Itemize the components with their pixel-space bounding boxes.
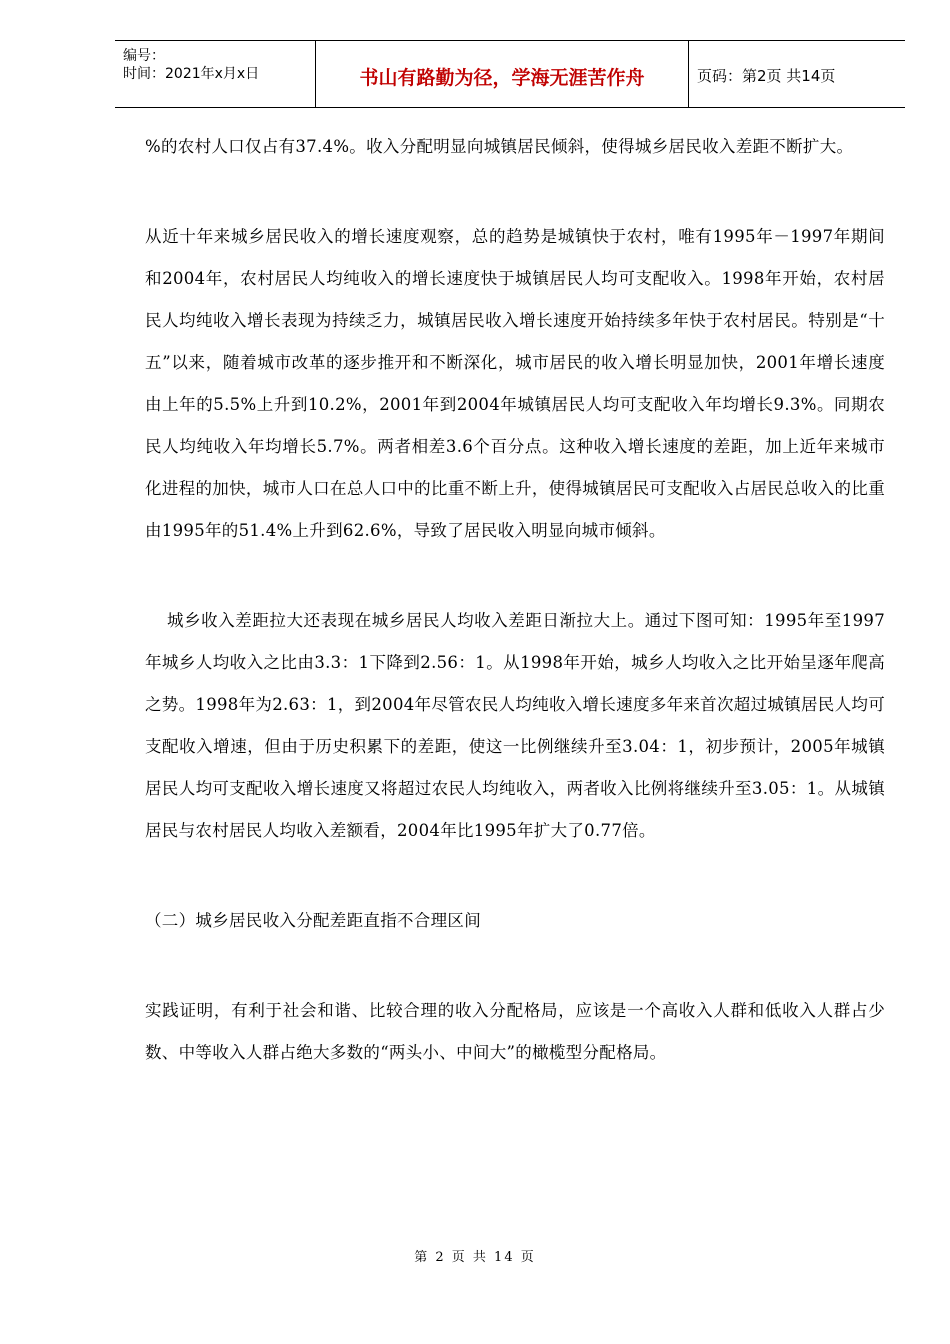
section-heading: （二）城乡居民收入分配差距直指不合理区间 [145, 911, 481, 930]
header-page-info: 页码：第2页 共14页 [697, 67, 836, 85]
paragraph-4: 实践证明，有利于社会和谐、比较合理的收入分配格局，应该是一个高收入人群和低收入人群占少数、中等收入人群占绝大多数的“两头小、中间大”的橄榄型分配格局。 [145, 1001, 885, 1062]
page-footer: 第 2 页 共 14 页 [414, 1250, 536, 1265]
motto-text: 书山有路勤为径，学海无涯苦作舟 [359, 67, 645, 89]
number-label: 编号： [123, 48, 165, 64]
time-label: 时间：2021年x月x日 [123, 66, 260, 82]
header-motto-cell [316, 41, 689, 107]
header-page-cell [689, 41, 905, 107]
document-body [145, 126, 885, 1074]
page-header [115, 40, 905, 108]
paragraph-1: %的农村人口仅占有37.4%。收入分配明显向城镇居民倾斜，使得城乡居民收入差距不断扩大。 [145, 137, 854, 156]
paragraph-2: 从近十年来城乡居民收入的增长速度观察，总的趋势是城镇快于农村，唯有1995年－1997年期间和2004年，农村居民人均纯收入的增长速度快于城镇居民人均可支配收入。1998年开始，农村居民人均纯收入增长表现为持续乏力，城镇居民收入增长速度开始持续多年快于农村居民。特别是“十五”以来，随着城市改革的逐步推开和不断深化，城市居民的收入增长明显加快，2001年增长速度由上年的5.5%上升到10.2%，2001年到2004年城镇居民人均可支配收入年均增长9.3%。同期农民人均纯收入年均增长5.7%。两者相差3.6个百分点。这种收入增长速度的差距，加上近年来城市化进程的加快，城市人口在总人口中的比重不断上升，使得城镇居民可支配收入占居民总收入的比重由1995年的51.4%上升到62.6%，导致了居民收入明显向城市倾斜。 [145, 227, 885, 540]
paragraph-3: 城乡收入差距拉大还表现在城乡居民人均收入差距日渐拉大上。通过下图可知：1995年至1997年城乡人均收入之比由3.3：1下降到2.56：1。从1998年开始，城乡人均收入之比开始呈逐年爬高之势。1998年为2.63：1，到2004年尽管农民人均纯收入增长速度多年来首次超过城镇居民人均可支配收入增速，但由于历史积累下的差距，使这一比例继续升至3.04：1，初步预计，2005年城镇居民人均可支配收入增长速度又将超过农民人均纯收入，两者收入比例将继续升至3.05：1。从城镇居民与农村居民人均收入差额看，2004年比1995年扩大了0.77倍。 [145, 611, 885, 840]
header-meta-cell [115, 41, 316, 107]
